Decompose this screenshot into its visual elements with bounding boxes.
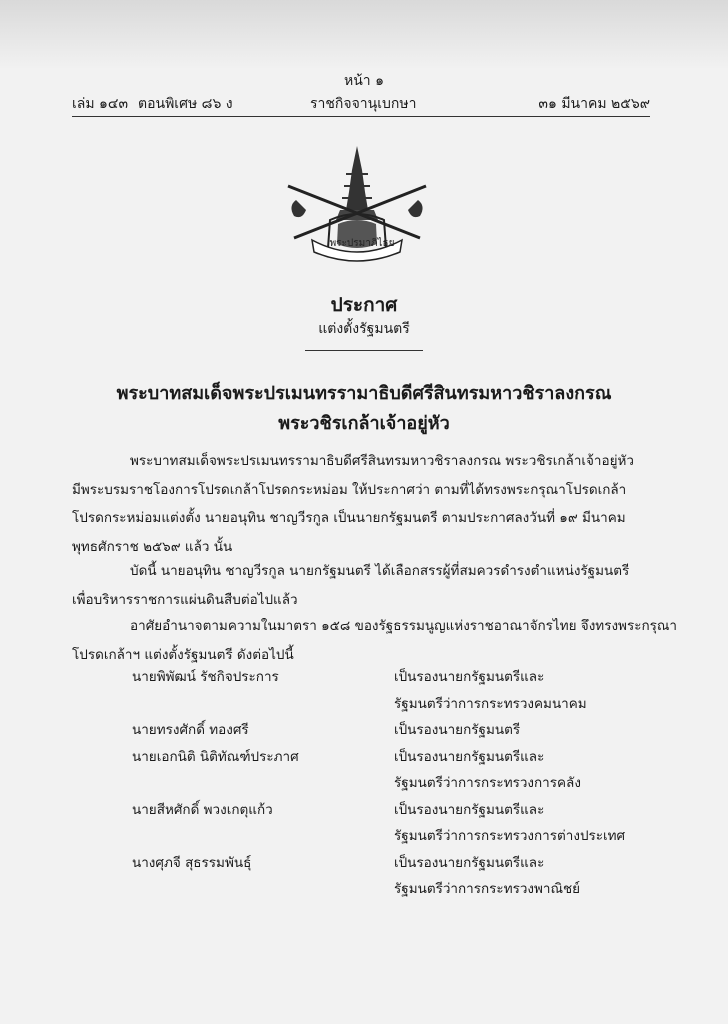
appointee-name: นางศุภจี สุธรรมพันธุ์ [132,854,252,871]
page-number: หน้า ๑ [344,73,384,89]
appointee-position: เป็นรองนายกรัฐมนตรีและ [394,669,545,685]
king-name-line-1: พระบาทสมเด็จพระปรเมนทรรามาธิบดีศรีสินทรมหาวชิราลงกรณ [116,383,612,404]
appointee-name: นายทรงศักดิ์ ทองศรี [132,722,249,738]
paragraph-line: อาศัยอำนาจตามความในมาตรา ๑๕๘ ของรัฐธรรมนูญแห่งราชอาณาจักรไทย จึงทรงพระกรุณา [130,618,677,634]
appointment-row [132,851,652,878]
appointee-name: นายสีหศักดิ์ พวงเกตุแก้ว [132,801,273,818]
appointment-row-continued [132,824,652,851]
section-label: ตอนพิเศษ ๘๖ ง [138,96,233,112]
title-divider [305,350,423,351]
appointee-name: นายพิพัฒน์ รัชกิจประการ [132,669,279,685]
appointee-position: รัฐมนตรีว่าการกระทรวงการต่างประเทศ [394,828,626,844]
paragraph-3 [72,612,677,669]
emblem-ribbon-text: พระปรมาภิไธย [329,238,395,249]
appointment-row-continued [132,692,652,719]
announcement-title: ประกาศ [330,294,398,316]
issue-date: ๓๑ มีนาคม ๒๕๖๙ [538,96,650,112]
appointment-row-continued [132,877,652,904]
appointee-position: เป็นรองนายกรัฐมนตรีและ [394,748,545,765]
gazette-header [72,93,650,115]
king-name-line-2: พระวชิรเกล้าเจ้าอยู่หัว [278,413,450,434]
appointee-position: เป็นรองนายกรัฐมนตรีและ [394,801,545,818]
appointment-row-continued [132,771,652,798]
appointee-position: รัฐมนตรีว่าการกระทรวงพาณิชย์ [394,881,581,897]
paragraph-line: บัดนี้ นายอนุทิน ชาญวีรกูล นายกรัฐมนตรี ได้เลือกสรรผู้ที่สมควรดำรงตำแหน่งรัฐมนตรี [130,563,630,579]
appointment-row [132,665,652,692]
paragraph-line: โปรดเกล้าฯ แต่งตั้งรัฐมนตรี ดังต่อไปนี้ [72,646,294,663]
appointment-row [132,798,652,825]
paragraph-line: มีพระบรมราชโองการโปรดเกล้าโปรดกระหม่อม ให้ประกาศว่า ตามที่ได้ทรงพระกรุณาโปรดเกล้า [72,481,627,498]
appointee-position: เป็นรองนายกรัฐมนตรีและ [394,854,545,871]
volume-label: เล่ม ๑๔๓ [72,96,129,112]
paragraph-line: โปรดกระหม่อมแต่งตั้ง นายอนุทิน ชาญวีรกูล เป็นนายกรัฐมนตรี ตามประกาศลงวันที่ ๑๙ มีนาคม [72,510,626,526]
appointment-row [132,718,652,745]
header-divider [72,116,650,117]
appointee-name: นายเอกนิติ นิติทัณฑ์ประภาศ [132,748,299,765]
paragraph-line: พระบาทสมเด็จพระปรเมนทรรามาธิบดีศรีสินทรมหาวชิราลงกรณ พระวชิรเกล้าเจ้าอยู่หัว [130,453,635,469]
appointment-row [132,745,652,772]
appointee-position: รัฐมนตรีว่าการกระทรวงคมนาคม [394,695,587,712]
publication-name: ราชกิจจานุเบกษา [310,96,417,112]
announcement-subtitle: แต่งตั้งรัฐมนตรี [318,321,410,337]
paragraph-line: พุทธศักราช ๒๕๖๙ แล้ว นั้น [72,538,233,555]
paragraph-1 [72,447,650,561]
appointee-position: เป็นรองนายกรัฐมนตรี [394,722,521,738]
paragraph-line: เพื่อบริหารราชการแผ่นดินสืบต่อไปแล้ว [72,591,298,608]
paragraph-2 [72,557,650,614]
appointee-position: รัฐมนตรีว่าการกระทรวงการคลัง [394,775,581,791]
appointment-list [132,665,652,904]
